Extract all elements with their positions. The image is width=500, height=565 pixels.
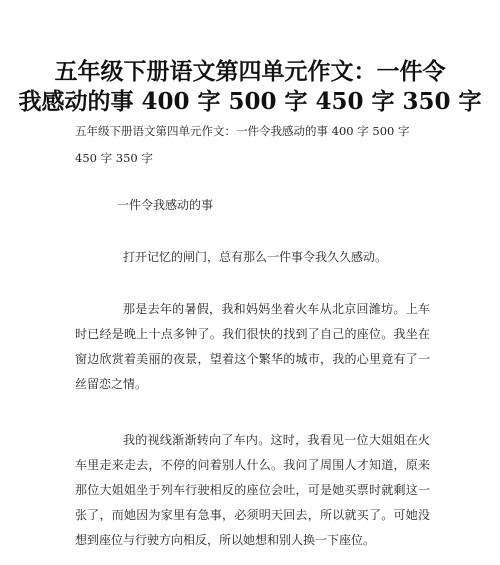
title-line-1: 五年级下册语文第四单元作文：一件令 [54, 58, 446, 85]
paragraph-1: 打开记忆的闸门，总有那么一件事令我久久感动。 [123, 250, 388, 264]
document-title [0, 57, 500, 117]
paragraph-3: 我的视线渐渐转向了车内。这时，我看见一位大姐姐在火车里走来走去，不停的问着别人什么。我问了周围人才知道，原来那位大姐姐坐于列车行驶相反的座位会吐，可是她买票时就剩这一张了，而她因为家里有急事，必须明天回去，所以就买了。可她没想到座位与行驶方向相反，所以她想和别人换一下座位。 [75, 433, 430, 547]
essay-title: 一件令我感动的事 [117, 198, 214, 212]
paragraph-2: 那是去年的暑假，我和妈妈坐着火车从北京回潍坊。上车时已经是晚上十点多钟了。我们很快的找到了自己的座位。我坐在窗边欣赏着美丽的夜景，望着这个繁华的城市，我的心里竟有了一丝留恋之情。 [75, 302, 430, 391]
document-subtitle: 五年级下册语文第四单元作文：一件令我感动的事 400 字 500 字 450 字 350 字 [75, 124, 410, 165]
title-line-2: 我感动的事 400 字 500 字 450 字 350 字 [18, 88, 482, 115]
